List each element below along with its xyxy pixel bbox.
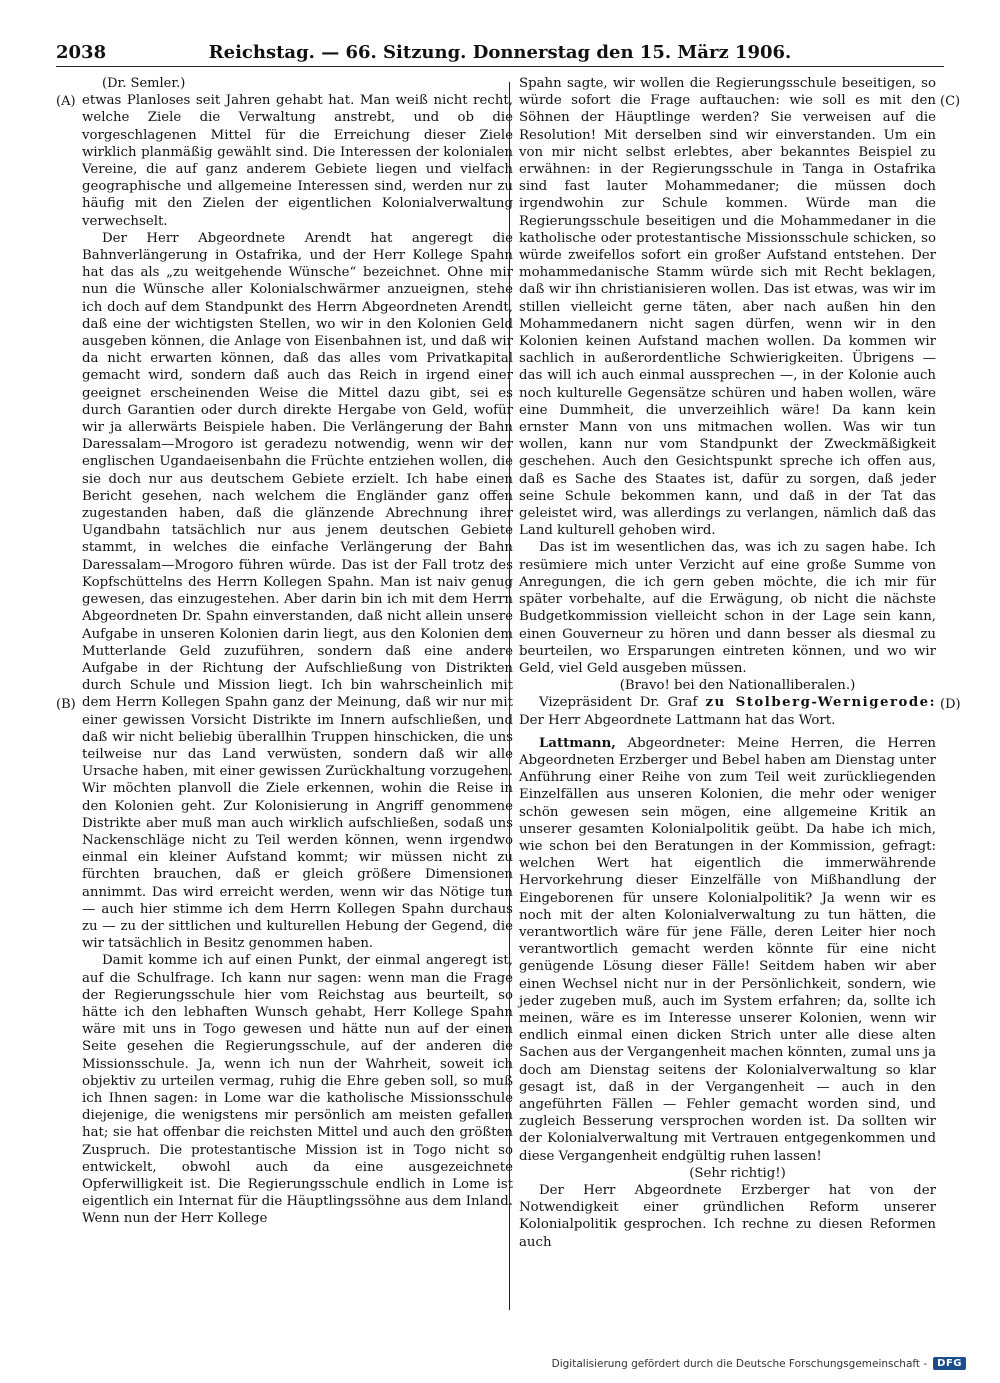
page-header [56,42,944,72]
running-head: Reichstag. — 66. Sitzung. Donnerstag den 15. März 1906. [208,42,792,63]
interjection: (Sehr richtig!) [689,1165,786,1181]
paragraph: Das ist im wesentlichen das, was ich zu sagen habe. Ich resümiere mich unter Verzicht auf eine große Summe von Anregungen, die ich gern geben möchte, die ich mir für später vorbehalte, auf die Erwägung, ob nicht die nächste Budgetkommission vielleicht schon in der Lage sein kann, einen Gouverneur zu hören und dann besser als diesmal zu beurteilen, wo Ersparungen eintreten können, und wo wir Geld, viel Geld ausgeben müssen. [519,540,936,676]
president-prefix: Vizepräsident Dr. Graf [539,695,706,711]
margin-mark-c: (C) [940,94,961,109]
margin-mark-a: (A) [56,94,76,109]
paragraph: etwas Planloses seit Jahren gehabt hat. Man weiß nicht recht, welche Ziele die Verwaltung anstrebt, und ob die vorgeschlagenen Mittel für die Erreichung dieser Ziele wirklich planmäßig gewählt sind. Die Interessen der kolonialen Vereine, die auf ganz anderem Gebiete liegen und vielfach geographische und allgemeine Interessen sind, werden nur zu häufig mit den Zielen der eigentlichen Kolonialverwaltung verwechselt. [82,93,513,229]
margin-mark-b: (B) [56,697,76,712]
president-name: zu Stolberg-Wernigerode: [705,695,936,711]
right-column [519,75,936,1251]
speaker-tag: (Dr. Semler.) [102,76,186,91]
footer-text: Digitalisierung gefördert durch die Deutsche Forschungsgemeinschaft - [551,1357,928,1370]
dfg-logo: DFG [933,1357,966,1370]
speech-paragraph [519,735,936,1165]
paragraph: Spahn sagte, wir wollen die Regierungsschule beseitigen, so würde sofort die Frage auftauchen: wie soll es mit den Söhnen der Häuptlinge werden? Sie verweisen auf die Resolution! Mit derselben sind wir einverstanden. Um ein von mir nicht selbst erlebtes, aber bekanntes Beispiel zu erwähnen: in der Regierungsschule in Tanga in Ostafrika sind fast lauter Mohammedaner; die müssen doch irgendwohin zur Schule kommen. Würde man die Regierungsschule beseitigen und die Mohammedaner in die katholische oder protestantische Missionsschule schicken, so würde zweifellos sofort ein großer Aufstand entstehen. Der mohammedanische Stamm würde sich mit Recht beklagen, daß wir ihn christianisieren wollen. Das ist etwas, was wir im stillen vielleicht gerne täten, aber nach außen hin den Mohammedanern nicht sagen dürfen, wenn wir in den Kolonien keinen Aufstand machen wollen. Da kommen wir sachlich in außerordentliche Schwierigkeiten. Übrigens — das will ich auch einmal aussprechen —, in der Kolonie auch noch kulturelle Gegensätze schüren und haben wollen, wäre eine Dummheit, die unverzeihlich wäre! Da kann kein ernster Mann von uns mitmachen wollen. Was wir tun wollen, kann nur vom Standpunkt der Zweckmäßigkeit geschehen. Auch den Gesichtspunkt spreche ich offen aus, daß es Sache des Staates ist, dafür zu sorgen, daß jeder seine Schule bekommen kann, und daß in der Tat das geleistet wird, was allerdings zu verlangen, nämlich daß das Land kulturell gehoben wird. [519,76,936,539]
page-number: 2038 [56,42,107,63]
header-rule [56,66,944,67]
footer [552,1357,966,1370]
paragraph: Damit komme ich auf einen Punkt, der einmal angeregt ist, auf die Schulfrage. Ich kann nur sagen: wenn man die Frage der Regierungsschule hier vom Reichstag aus beurteilt, so hätte ich den lebhaften Wunsch gehabt, Herr Kollege Spahn wäre mit uns in Togo gewesen und hätte nun auf der einen Seite gesehen die Regierungsschule, auf der anderen die Missionsschule. Ja, wenn ich nun der Wahrheit, soweit ich objektiv zu urteilen vermag, ruhig die Ehre geben soll, so muß ich Ihnen sagen: in Lome war die katholische Missionsschule diejenige, die wenigstens mir persönlich am meisten gefallen hat; sie hat offenbar die reichsten Mittel und auch den größten Zuspruch. Die protestantische Mission ist in Togo nicht so entwickelt, obwohl auch da eine ausgezeichnete Opferwilligkeit ist. Die Regierungsschule endlich in Lome ist eigentlich ein Internat für die Häuptlingssöhne aus dem Inland. Wenn nun der Herr Kollege [82,953,513,1227]
speech-text: Abgeordneter: Meine Herren, die Herren Abgeordneten Erzberger und Bebel haben am Dienstag unter Anführung einer Reihe von zum Teil weit zurückliegenden Einzelfällen aus unseren Kolonien, die mehr oder weniger schön gewesen sein mögen, eine allgemeine Kritik an unserer gesamten Kolonialpolitik geübt. Da habe ich mich, wie schon bei den Beratungen in der Kommission, gefragt: welchen Wert hat eigentlich die immerwährende Hervorkehrung dieser Einzelfälle von Mißhandlung der Eingeborenen für unsere Kolonialpolitik? Ja wenn wir es noch mit der alten Kolonialverwaltung zu tun hätten, die verantwortlich wäre für jene Fälle, deren Leiter hier noch verantwortlich gemacht werden könnte für eine nicht genügende Lösung dieser Fälle! Seitdem haben wir aber einen Wechsel nicht nur in der Persönlichkeit, sondern, wie jeder zugeben muß, auch im System erfahren; da, sollte ich meinen, wäre es im Interesse unserer Kolonien, wenn wir endlich einmal einen dicken Strich unter alle diese alten Sachen aus der Vergangenheit machen könnten, zumal uns ja doch am Dienstag seitens der Kolonialverwaltung so klar gesagt ist, daß in der Vergangenheit — auch in den angeführten Fällen — Fehler gemacht worden sind, und zugleich Besserung versprochen worden ist. Da sollten wir der Kolonialverwaltung mit Vertrauen entgegenkommen und diese Vergangenheit endgültig ruhen lassen! [519,735,936,1164]
interjection: (Bravo! bei den Nationalliberalen.) [619,678,856,694]
president-text: Der Herr Abgeordnete Lattmann hat das Wort. [519,712,836,728]
paragraph: Der Herr Abgeordnete Erzberger hat von der Notwendigkeit einer gründlichen Reform unserer Kolonialpolitik gesprochen. Ich rechne zu diesen Reformen auch [519,1183,936,1250]
left-column [82,75,513,1228]
column-divider [509,82,510,1310]
margin-mark-d: (D) [940,697,961,712]
paragraph: Der Herr Abgeordnete Arendt hat angeregt die Bahnverlängerung in Ostafrika, und der Herr Kollege Spahn hat das als „zu weitgehende Wünsche“ bezeichnet. Ohne mir nun die Wünsche aller Kolonialschwärmer anzueignen, stehe ich doch auf dem Standpunkt des Herrn Abgeordneten Arendt, daß eine der wichtigsten Stellen, wo wir in den Kolonien Geld ausgeben können, die Anlage von Eisenbahnen ist, und daß wir da nicht erwarten können, daß das alles vom Privatkapital gemacht wird, sondern daß auch das Reich in irgend einer geeignet erscheinenden Weise die Mittel dazu gibt, sei es durch Garantien oder durch direkte Hergabe von Geld, wofür wir ja allerwärts Beispiele haben. Die Verlängerung der Bahn Daressalam—Mrogoro ist geradezu notwendig, wenn wir der englischen Ugandaeisenbahn die Früchte entziehen wollen, die sie doch nur aus deutschem Gebiete erzielt. Ich habe einen Bericht gesehen, nach welchem die Engländer ganz offen zugestanden haben, daß die glänzende Abrechnung ihrer Ugandbahn tatsächlich nur aus jenem deutschen Gebiete stammt, in welches die einfache Verlängerung der Bahn Daressalam—Mrogoro führen würde. Das ist der Fall trotz des Kopfschüttelns des Herrn Kollegen Spahn. Man ist naiv genug gewesen, das einzugestehen. Aber darin bin ich mit dem Herrn Abgeordneten Dr. Spahn einverstanden, daß nicht allein unsere Aufgabe in unseren Kolonien darin liegt, aus den Kolonien dem Mutterlande Geld zuzuführen, sondern daß eine andere Aufgabe in der Richtung der Aufschließung von Distrikten durch Schule und Mission liegt. Ich bin wahrscheinlich mit dem Herrn Kollegen Spahn ganz der Meinung, daß wir nur mit einer gewissen Vorsicht Distrikte im Innern aufschließen, und daß wir nicht beliebig überallhin Truppen hinschicken, die uns teilweise nur das Land verwüsten, sondern daß wir alle Ursache haben, mit einer gewissen Zurückhaltung vorzugehen. Wir möchten planvoll die Ziele erkennen, wohin die Reise in den Kolonien geht. Zur Kolonisierung in Angriff genommene Distrikte aber muß man auch wirklich aufschließen, sodaß uns Nackenschläge nicht zu Teil werden können, wenn irgendwo einmal ein kleiner Aufstand kommt; wir müssen nicht zu fürchten brauchen, daß er gleich größere Dimensionen annimmt. Das wird erreicht werden, wenn wir das Nötige tun — auch hier stimme ich dem Herrn Kollegen Spahn durchaus zu — zu der sittlichen und kulturellen Hebung der Gegend, die wir tatsächlich in Besitz genommen haben. [82,230,513,952]
speaker-name: Lattmann, [539,735,616,751]
president-statement [519,694,936,728]
